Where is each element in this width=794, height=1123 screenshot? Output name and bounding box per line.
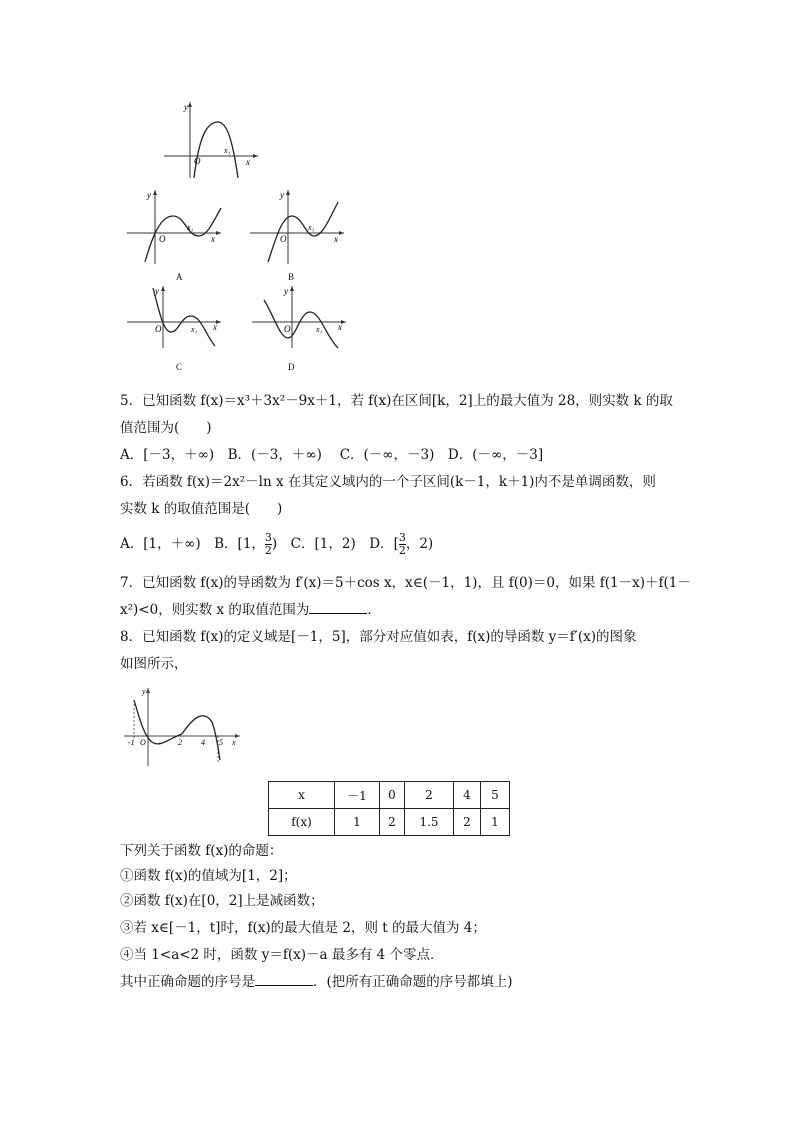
q5-line1: 5．已知函数 f(x)＝x³＋3x²－9x＋1，若 f(x)在区间[k，2]上的最大值为 28，则实数 k 的取 xyxy=(120,393,673,409)
svg-text:4: 4 xyxy=(201,738,205,747)
q8-prop-1: ①函数 f(x)的值域为[1，2]； xyxy=(120,868,297,884)
svg-text:y: y xyxy=(155,286,159,296)
q5-line2: 值范围为( ) xyxy=(120,420,212,436)
x-axis-label: x xyxy=(246,157,250,167)
q7-line1: 7．已知函数 f(x)的导函数为 f′(x)＝5＋cos x，x∈(－1，1)，且 f(0)＝0，如果 f(1－x)＋f(1－ xyxy=(120,575,691,591)
option-c-caption: C xyxy=(176,362,183,372)
answer-blank[interactable] xyxy=(309,601,367,614)
svg-text:O: O xyxy=(280,234,287,244)
option-d-caption: D xyxy=(288,362,295,372)
option-c-graph xyxy=(125,282,225,354)
table-row: f(x) 1 2 1.5 2 1 xyxy=(269,809,510,836)
table-row: x －1 0 2 4 5 xyxy=(269,782,510,809)
svg-text:x: x xyxy=(211,234,215,244)
svg-text:x: x xyxy=(232,738,236,747)
q8-intro: 下列关于函数 f(x)的命题： xyxy=(120,843,283,859)
svg-text:y: y xyxy=(142,687,146,696)
q8-prop-4: ④当 1<a<2 时，函数 y＝f(x)－a 最多有 4 个零点． xyxy=(120,947,444,963)
svg-text:x₁: x₁ xyxy=(187,223,194,232)
q6-options: A．[1，＋∞) B．[1， $\frac{3}{2}$ ) C．[1，2) D．[ $\frac{3}{2}$ ，2) xyxy=(120,531,434,557)
q8-line2: 如图所示， xyxy=(120,656,188,672)
q8-answer: 其中正确命题的序号是 ．(把所有正确命题的序号都填上) xyxy=(120,974,513,990)
svg-text:x: x xyxy=(213,322,217,332)
option-b-graph xyxy=(248,186,348,268)
svg-text:O: O xyxy=(284,324,291,334)
y-axis-label: y xyxy=(184,102,188,112)
q6-line1: 6．若函数 f(x)＝2x²－ln x 在其定义域内的一个子区间(k－1，k＋1)内不是单调函数，则 xyxy=(120,474,656,490)
svg-text:2: 2 xyxy=(178,738,182,747)
option-d-graph xyxy=(250,282,350,354)
answer-blank[interactable] xyxy=(255,973,313,986)
svg-text:y: y xyxy=(280,190,284,200)
fraction-3-2: $\frac{3}{2}$ xyxy=(264,531,272,557)
q8-derivative-graph xyxy=(118,686,242,768)
svg-text:x: x xyxy=(334,234,338,244)
option-a-graph xyxy=(125,186,225,268)
svg-text:x₁: x₁ xyxy=(316,325,323,334)
q6-line2: 实数 k 的取值范围是( ) xyxy=(120,501,283,517)
x1-label: x₁ xyxy=(224,146,231,155)
svg-text:x: x xyxy=(338,322,342,332)
svg-text:x₁: x₁ xyxy=(308,223,315,232)
option-a-caption: A xyxy=(176,272,183,282)
svg-text:y: y xyxy=(147,190,151,200)
option-b-caption: B xyxy=(288,272,295,282)
q8-line1: 8．已知函数 f(x)的定义域是[－1，5]，部分对应值如表，f(x)的导函数 y＝f′(x)的图象 xyxy=(120,629,637,645)
svg-text:x₁: x₁ xyxy=(191,325,198,334)
q5-options: A．[－3，＋∞) B．(－3，＋∞) C．(－∞，－3) D．(－∞，－3] xyxy=(120,447,544,463)
derivative-graph xyxy=(160,98,260,180)
value-table xyxy=(268,781,510,836)
q8-prop-3: ③若 x∈[－1，t]时，f(x)的最大值是 2，则 t 的最大值为 4； xyxy=(120,920,486,936)
svg-text:O: O xyxy=(155,324,162,334)
svg-text:-1: -1 xyxy=(128,738,135,747)
origin-label: O xyxy=(194,156,201,166)
svg-text:5: 5 xyxy=(219,738,223,747)
svg-text:O: O xyxy=(140,738,146,747)
svg-text:y: y xyxy=(284,286,288,296)
q8-prop-2: ②函数 f(x)在[0，2]上是减函数； xyxy=(120,893,324,909)
q7-line2: x²)<0，则实数 x 的取值范围为 ． xyxy=(120,602,381,618)
svg-text:O: O xyxy=(159,234,166,244)
